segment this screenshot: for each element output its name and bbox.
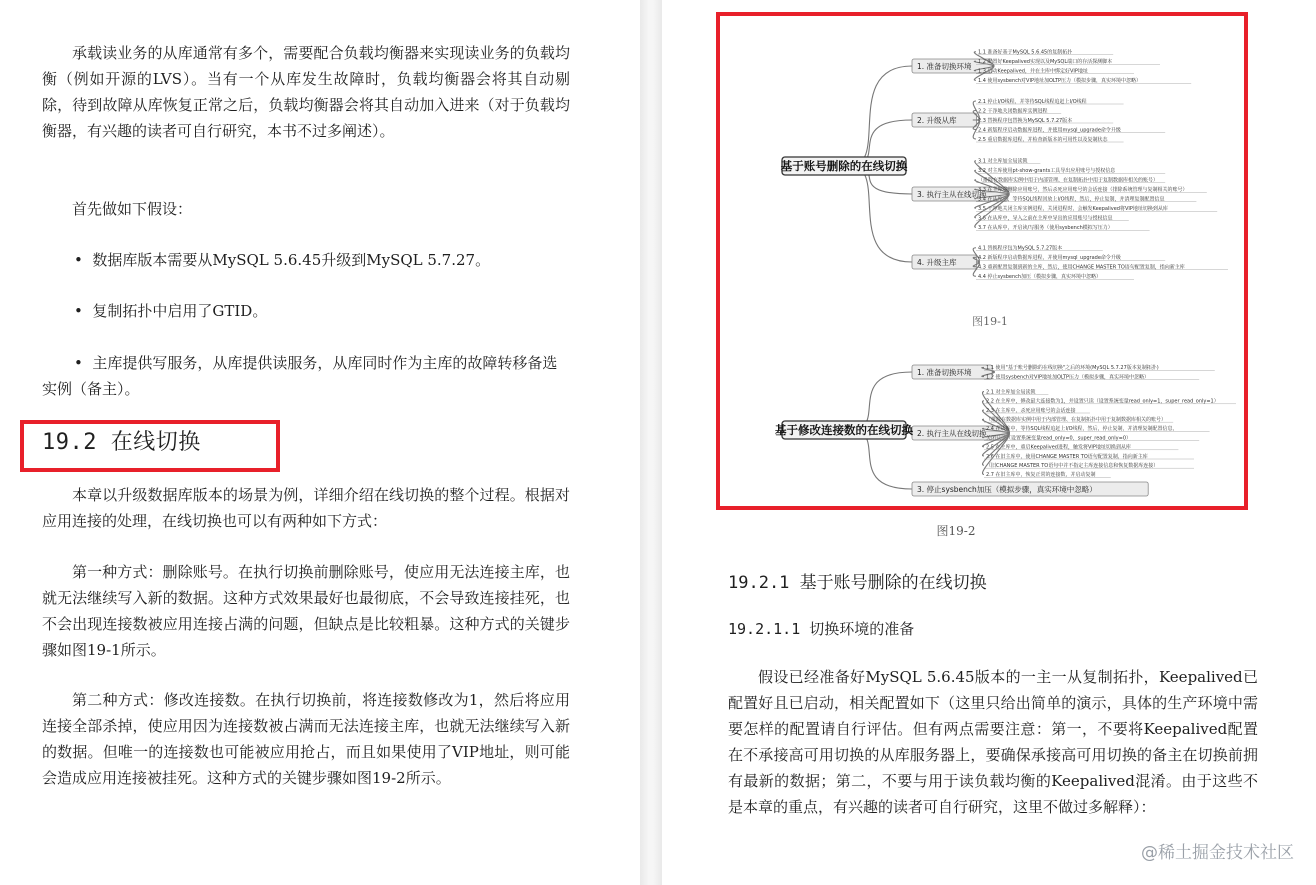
left-page [0, 0, 640, 885]
mindmap-leaf-label: 4.4 停止sysbench加压（模拟步骤，真实环境中忽略） [978, 274, 1102, 281]
mindmap-branch-label: 4. 升级主库 [917, 258, 957, 267]
mindmap-leaf-label: 1.1 准备好基于MySQL 5.6.45的复制拓扑 [978, 49, 1073, 56]
mindmap-branch-label: 3. 执行主从在线切换 [917, 190, 987, 199]
bullet-text-2: 复制拓扑中启用了GTID。 [92, 302, 268, 320]
mindmap-fig2 [775, 364, 1236, 496]
mindmap-branch-label: 2. 升级从库 [917, 116, 957, 125]
paragraph-environment: 假设已经准备好MySQL 5.6.45版本的一主一从复制拓扑，Keepalived已配置好且已启动，相关配置如下（这里只给出简单的演示，具体的生产环境中需要怎样的配置请自行评估。但有两点需要注意：第一，不要将Keepalived配置在不承接高可用切换的从库服务器上，要确保承接高可用切换的备主在切换前拥有最新的数据；第二，不要与用于读负载均衡的Keepalived混淆。由于这些不是本章的重点，有兴趣的读者可自行研究，这里不做过多解释）： [728, 668, 1258, 816]
page-gutter [640, 0, 662, 885]
mindmap-leaf-label: 3.7 在从库中，开启读/写服务（使用sysbench模拟写压力） [978, 225, 1113, 232]
figure-highlight-box [716, 12, 1248, 510]
mindmap-leaf-label: 4.1 替换程序包为MySQL 5.7.27版本 [978, 245, 1063, 252]
section-title: 19.2 在线切换 [42, 430, 201, 455]
mindmap-root-label: 基于账号删除的在线切换 [780, 159, 908, 173]
mindmap-branch-label: 1. 准备切换环境 [917, 368, 972, 377]
mindmap-leaf-label: 2.5 重启数据库进程，并检查新版本的可用性以及复制状态 [978, 136, 1108, 143]
paragraph-assumptions: 首先做如下假设： [72, 200, 193, 218]
mindmap-leaf-label: 2.1 停止I/O线程，并等待SQL线程追赶上I/O线程 [978, 98, 1087, 105]
mindmap-leaf-label: 2.2 在主库中，修改最大连接数为1，并设置只读（设置系统变量read_only=1，super_read_only=1） [986, 398, 1219, 405]
mindmap-connector [850, 166, 912, 262]
mindmap-leaf-label: 2.4 在从库中，等待SQL线程追赶上I/O线程，然后，停止复制，并清理复制配置信息， [986, 426, 1178, 433]
mindmap-leaf-label: （排除在数据库实例中用于内部管理、在复制拓扑中用于复制数据库相关的账号） [978, 177, 1159, 184]
mindmap-leaf-label: 2.7 在旧主库中，恢复正常的连接数，并启动复制 [986, 472, 1096, 479]
mindmap-leaf-label: 1.2 使用sysbench对VIP地址加OLTP压力（模拟步骤，真实环境中忽略） [986, 374, 1150, 381]
bullet-text-3: 主库提供写服务，从库提供读服务，从库同时作为主库的故障转移备选实例（备主）。 [42, 354, 558, 398]
mindmap-leaf-label: 3.3 在主库中删除应用账号，然后杀死应用账号的会话连接（排除系统管理与复制相关的账号） [978, 187, 1188, 194]
bullet-item-1: • 数据库版本需要从MySQL 5.6.45升级到MySQL 5.7.27。 [74, 251, 491, 269]
paragraph-load-balancer: 承载读业务的从库通常有多个，需要配合负载均衡器来实现读业务的负载均衡（例如开源的LVS）。当有一个从库发生故障时，负载均衡器会将其自动剔除，待到故障从库恢复正常之后，负载均衡器会将其自动加入进来（对于负载均衡器，有兴趣的读者可自行研究，本书不过多阐述）。 [42, 44, 570, 140]
mindmap-leaf-label: 2.3 在主库中，杀死应用账号的会话连接 [986, 407, 1076, 414]
mindmap-leaf-label: 3.2 对主库使用pt-show-grants工具导出应用账号与授权信息 [978, 168, 1116, 175]
bullet-item-3: • 主库提供写服务，从库提供读服务，从库同时作为主库的故障转移备选实例（备主）。 [42, 354, 558, 398]
bullet-item-2: • 复制拓扑中启用了GTID。 [74, 302, 268, 320]
mindmap-leaf-label: 3.6 在从库中，导入之前在主库中导出的应用账号与授权信息 [978, 215, 1113, 222]
mindmap-figures [720, 16, 1244, 506]
mindmap-leaf-label: 2.4 新版程序启动数据库进程，并使用mysql_upgrade命令升级 [978, 127, 1121, 134]
mindmap-leaf-label: 4.2 新版程序启动数据库进程，并使用mysql_upgrade命令升级 [978, 255, 1121, 262]
subsection-heading: 19.2.1 基于账号删除的在线切换 [728, 573, 987, 593]
paragraph-method-2: 第二种方式：修改连接数。在执行切换前，将连接数修改为1，然后将应用连接全部杀掉，使应用因为连接数被占满而无法连接主库，也就无法继续写入新的数据。但唯一的连接数也可能被应用抢占，而且如果使用了VIP地址，则可能会造成应用连接被挂死。这种方式的关键步骤如图19-2所示。 [42, 691, 570, 787]
paragraph-intro: 本章以升级数据库版本的场景为例，详细介绍在线切换的整个过程。根据对应用连接的处理，在线切换也可以有两种如下方式： [42, 486, 570, 530]
mindmap-branch-label: 3. 停止sysbench加压（模拟步骤，真实环境中忽略） [917, 485, 1097, 494]
right-page [662, 0, 1316, 885]
mindmap-leaf-label: （排除在数据库实例中用于内部管理、在复制拓扑中用于复制数据库相关的账号） [986, 417, 1167, 423]
mindmap-leaf-label: 1.2 配置好Keepalived实现以及MySQL端口的存活探测脚本 [978, 59, 1113, 66]
mindmap-fig1 [781, 49, 1228, 280]
mindmap-connector [850, 66, 912, 166]
mindmap-leaf-label: 1.1 使用"基于账号删除的在线切换"之后的环境(MySQL 5.7.27版本复制拓扑) [986, 365, 1159, 372]
mindmap-leaf-label: 3.4 在从库中，等待SQL线程回放上I/O线程，然后，停止复制，并清理复制配置信息 [978, 196, 1165, 203]
mindmap-leaf-label: 2.6 在旧主库中，使用CHANGE MASTER TO语句配置复制，指向新主库 [986, 453, 1148, 460]
mindmap-leaf-label: 1.3 启动Keepalived，并在主库中绑定好VIP地址 [978, 68, 1088, 75]
mindmap-leaf-label: 2.3 替换程序包替换为MySQL 5.7.27版本 [978, 117, 1073, 124]
mindmap-leaf-label: 3.1 对主库加全局读锁 [978, 158, 1028, 165]
bullet-text-1: 数据库版本需要从MySQL 5.6.45升级到MySQL 5.7.27。 [92, 251, 491, 269]
mindmap-leaf-label: 关闭只读（设置系统变量read_only=0，super_read_only=0） [986, 435, 1131, 442]
mindmap-leaf-label: 3.5 干净地关闭主库实例进程，关闭进程时，会触发Keepalived将VIP地址切换到从库 [978, 206, 1168, 213]
figure-caption-1: 图19-1 [972, 315, 1008, 328]
mindmap-leaf-label: 1.4 使用sysbench对VIP地址加OLTP压力（模拟步骤，真实环境中忽略） [978, 78, 1142, 85]
mindmap-leaf-label: 4.3 重新配置复制到新的主库，然后，使用CHANGE MASTER TO语句配置复制，指向新主库 [978, 264, 1185, 271]
mindmap-root-label: 基于修改连接数的在线切换 [775, 423, 913, 437]
paragraph-method-1: 第一种方式：删除账号。在执行切换前删除账号，使应用无法连接主库，也就无法继续写入新的数据。这种方式效果最好也最彻底，不会导致连接挂死，也不会出现连接数被应用连接占满的问题，但缺点是比较粗暴。这种方式的关键步骤如图19-1所示。 [42, 563, 570, 659]
mindmap-leaf-label: 2.1 对主库加全局读锁 [986, 389, 1036, 396]
mindmap-leaf-label: 2.5 在主库中，重启Keepalived进程，触发将VIP地址切换到从库 [986, 444, 1131, 451]
mindmap-leaf-label: 2.2 干净地关闭数据库实例进程 [978, 108, 1048, 115]
figure-caption-2: 图19-2 [936, 524, 976, 538]
mindmap-branch-label: 2. 执行主从在线切换 [917, 429, 987, 438]
watermark-text: @稀土掘金技术社区 [1141, 843, 1294, 863]
subsubsection-heading: 19.2.1.1 切换环境的准备 [728, 620, 915, 638]
mindmap-branch-label: 1. 准备切换环境 [917, 62, 972, 71]
mindmap-leaf-label: （旧CHANGE MASTER TO语句中并不指定主库连接信息和恢复数据库连接） [986, 463, 1159, 469]
